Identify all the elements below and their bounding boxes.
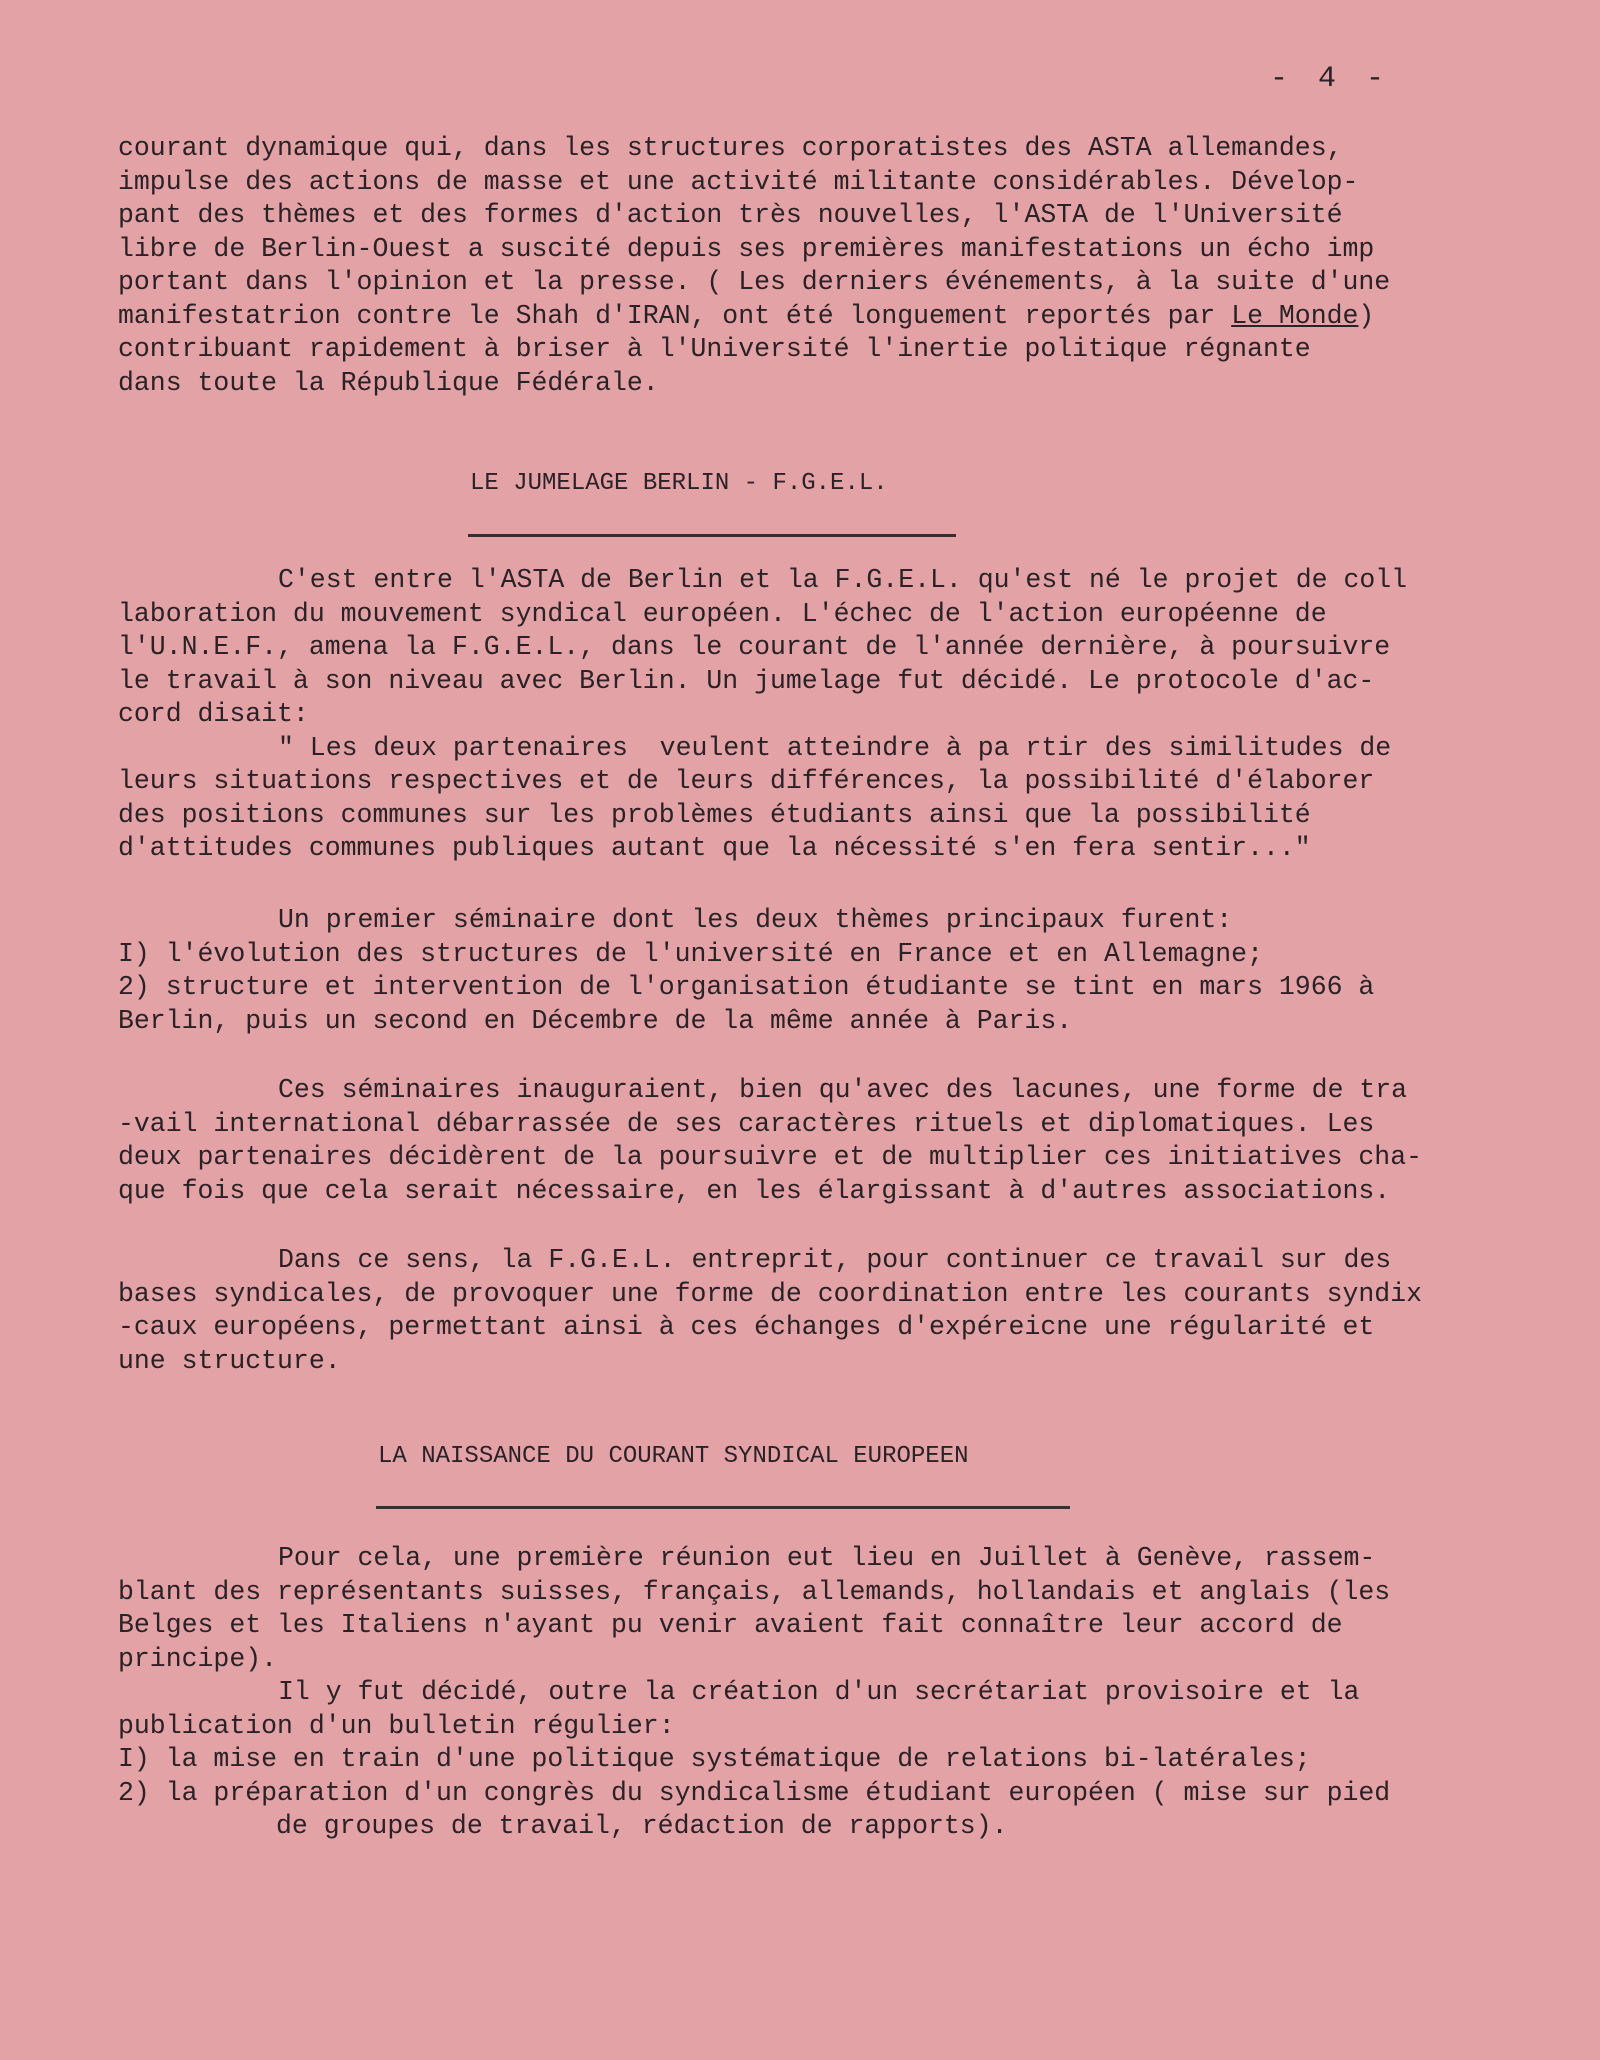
- text-line: Ces séminaires inauguraient, bien qu'avec des lacunes, une forme de tra: [278, 1075, 1408, 1105]
- geneva-paragraph: [118, 1542, 1488, 1844]
- text-line: une structure.: [118, 1345, 341, 1376]
- text-line: 2) la préparation d'un congrès du syndicalisme étudiant européen ( mise sur pied: [118, 1777, 1391, 1808]
- text-line: d'attitudes communes publiques autant que la nécessité s'en fera sentir...": [118, 833, 1311, 863]
- text-segment: ): [1358, 300, 1375, 331]
- text-line: cord disait:: [118, 699, 309, 729]
- section-heading-jumelage: LE JUMELAGE BERLIN - F.G.E.L.: [470, 470, 888, 497]
- text-line: Il y fut décidé, outre la création d'un secrétariat provisoire et la: [278, 1677, 1360, 1707]
- text-line: que fois que cela serait nécessaire, en les élargissant à d'autres associations.: [118, 1175, 1391, 1206]
- seminar-paragraph: [118, 904, 1488, 1038]
- text-line: I) la mise en train d'une politique systématique de relations bi-latérales;: [118, 1744, 1311, 1774]
- text-line: I) l'évolution des structures de l'université en France et en Allemagne;: [118, 938, 1263, 969]
- text-line: contribuant rapidement à briser à l'Université l'inertie politique régnante: [118, 334, 1311, 364]
- text-line: pant des thèmes et des formes d'action très nouvelles, l'ASTA de l'Université: [118, 200, 1343, 230]
- text-line: courant dynamique qui, dans les structures corporatistes des ASTA allemandes,: [118, 133, 1343, 163]
- intro-paragraph: [118, 132, 1488, 400]
- text-line: laboration du mouvement syndical européen. L'échec de l'action européenne de: [118, 598, 1327, 629]
- newspaper-title: Le Monde: [1231, 300, 1359, 331]
- text-line: 2) structure et intervention de l'organisation étudiante se tint en mars 1966 à: [118, 972, 1375, 1002]
- text-line: dans toute la République Fédérale.: [118, 367, 659, 398]
- heading-rule: [376, 1506, 1070, 1509]
- text-line: " Les deux partenaires veulent atteindre à pa rtir des similitudes de: [278, 732, 1392, 763]
- text-line: blant des représentants suisses, français, allemands, hollandais et anglais (les: [118, 1576, 1391, 1607]
- text-line: Dans ce sens, la F.G.E.L. entreprit, pour continuer ce travail sur des: [278, 1245, 1392, 1275]
- text-line: le travail à son niveau avec Berlin. Un jumelage fut décidé. Le protocole d'ac-: [118, 665, 1375, 696]
- text-line: publication d'un bulletin régulier:: [118, 1710, 675, 1741]
- text-line: C'est entre l'ASTA de Berlin et la F.G.E.L. qu'est né le projet de coll: [278, 565, 1408, 595]
- text-line: leurs situations respectives et de leurs différences, la possibilité d'élaborer: [118, 766, 1375, 796]
- text-line: Berlin, puis un second en Décembre de la même année à Paris.: [118, 1005, 1073, 1036]
- coordination-paragraph: [118, 1244, 1488, 1378]
- text-line: -caux européens, permettant ainsi à ces échanges d'expéreicne une régularité et: [118, 1312, 1375, 1342]
- text-line: l'U.N.E.F., amena la F.G.E.L., dans le courant de l'année dernière, à poursuivre: [118, 632, 1391, 662]
- text-line: deux partenaires décidèrent de la poursuivre et de multiplier ces initiatives cha-: [118, 1142, 1423, 1172]
- text-line: Belges et les Italiens n'ayant pu venir avaient fait connaître leur accord de: [118, 1610, 1343, 1640]
- text-line: principe).: [118, 1643, 278, 1674]
- text-line: de groupes de travail, rédaction de rapports).: [276, 1811, 1008, 1841]
- text-line: [118, 300, 1488, 334]
- text-line: -vail international débarrassée de ses caractères rituels et diplomatiques. Les: [118, 1108, 1375, 1139]
- text-line: bases syndicales, de provoquer une forme de coordination entre les courants syndix: [118, 1278, 1423, 1309]
- text-line: libre de Berlin-Ouest a suscité depuis ses premières manifestations un écho imp: [118, 233, 1375, 264]
- text-line: des positions communes sur les problèmes étudiants ainsi que la possibilité: [118, 799, 1311, 830]
- text-line: impulse des actions de masse et une activité militante considérables. Dévelop-: [118, 166, 1359, 197]
- text-line: Pour cela, une première réunion eut lieu en Juillet à Genève, rassem-: [278, 1543, 1376, 1573]
- jumelage-paragraph: [118, 564, 1488, 866]
- heading-rule: [468, 534, 956, 537]
- text-segment: manifestatrion contre le Shah d'IRAN, ont été longuement reportés par: [118, 300, 1232, 331]
- text-line: portant dans l'opinion et la presse. ( Les derniers événements, à la suite d'une: [118, 267, 1391, 297]
- page-number: - 4 -: [1270, 62, 1391, 96]
- seminars-paragraph: [118, 1074, 1488, 1208]
- section-heading-naissance: LA NAISSANCE DU COURANT SYNDICAL EUROPEEN: [378, 1443, 969, 1470]
- text-line: Un premier séminaire dont les deux thèmes principaux furent:: [278, 905, 1233, 935]
